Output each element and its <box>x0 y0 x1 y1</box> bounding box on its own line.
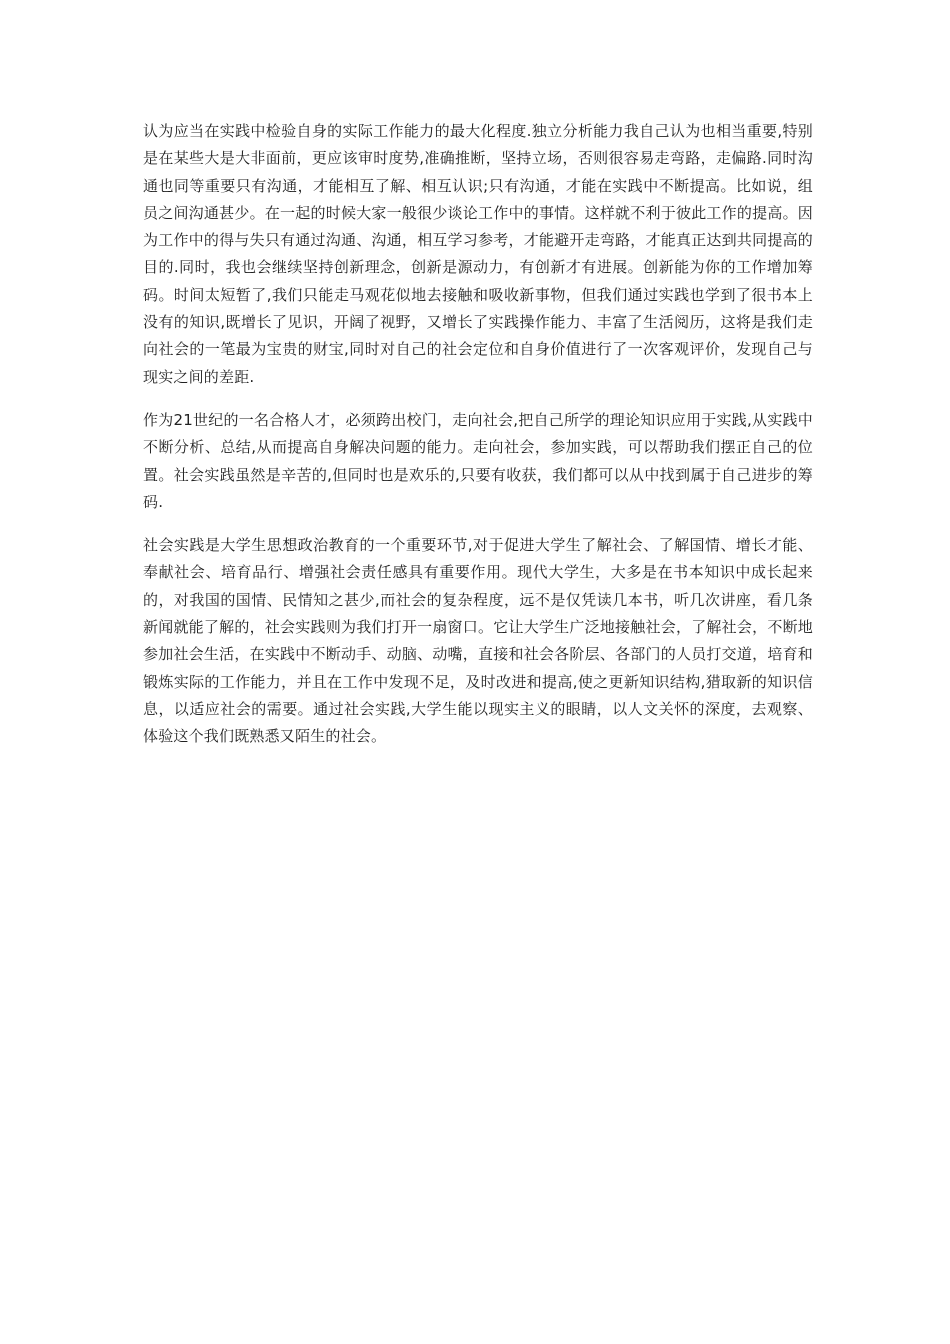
paragraph-practice-reflection: 认为应当在实践中检验自身的实际工作能力的最大化程度.独立分析能力我自己认为也相当重要,特别是在某些大是大非面前，更应该审时度势,准确推断，坚持立场，否则很容易走弯路，走偏路.同时沟通也同等重要只有沟通，才能相互了解、相互认识;只有沟通，才能在实践中不断提高。比如说，组员之间沟通甚少。在一起的时候大家一般很少谈论工作中的事情。这样就不利于彼此工作的提高。因为工作中的得与失只有通过沟通、沟通，相互学习参考，才能避开走弯路，才能真正达到共同提高的目的.同时，我也会继续坚持创新理念，创新是源动力，有创新才有进展。创新能为你的工作增加筹码。时间太短暂了,我们只能走马观花似地去接触和吸收新事物，但我们通过实践也学到了很书本上没有的知识,既增长了见识，开阔了视野，又增长了实践操作能力、丰富了生活阅历，这将是我们走向社会的一笔最为宝贵的财宝,同时对自己的社会定位和自身价值进行了一次客观评价，发现自己与现实之间的差距. <box>143 122 813 386</box>
paragraph-social-practice-importance: 社会实践是大学生思想政治教育的一个重要环节,对于促进大学生了解社会、了解国情、增长才能、奉献社会、培育品行、增强社会责任感具有重要作用。现代大学生，大多是在书本知识中成长起来的，对我国的国情、民情知之甚少,而社会的复杂程度，远不是仅凭读几本书，听几次讲座，看几条新闻就能了解的，社会实践则为我们打开一扇窗口。它让大学生广泛地接触社会，了解社会，不断地参加社会生活，在实践中不断动手、动脑、动嘴，直接和社会各阶层、各部门的人员打交道，培育和锻炼实际的工作能力，并且在工作中发现不足，及时改进和提高,使之更新知识结构,猎取新的知识信息，以适应社会的需要。通过社会实践,大学生能以现实主义的眼睛，以人文关怀的深度，去观察、体验这个我们既熟悉又陌生的社会。 <box>143 536 813 746</box>
document-body <box>143 118 813 767</box>
paragraph-talent-society: 作为21世纪的一名合格人才，必须跨出校门，走向社会,把自己所学的理论知识应用于实践,从实践中不断分析、总结,从而提高自身解决问题的能力。走向社会，参加实践，可以帮助我们摆正自己的位置。社会实践虽然是辛苦的,但同时也是欢乐的,只要有收获，我们都可以从中找到属于自己进步的筹码. <box>143 410 813 511</box>
